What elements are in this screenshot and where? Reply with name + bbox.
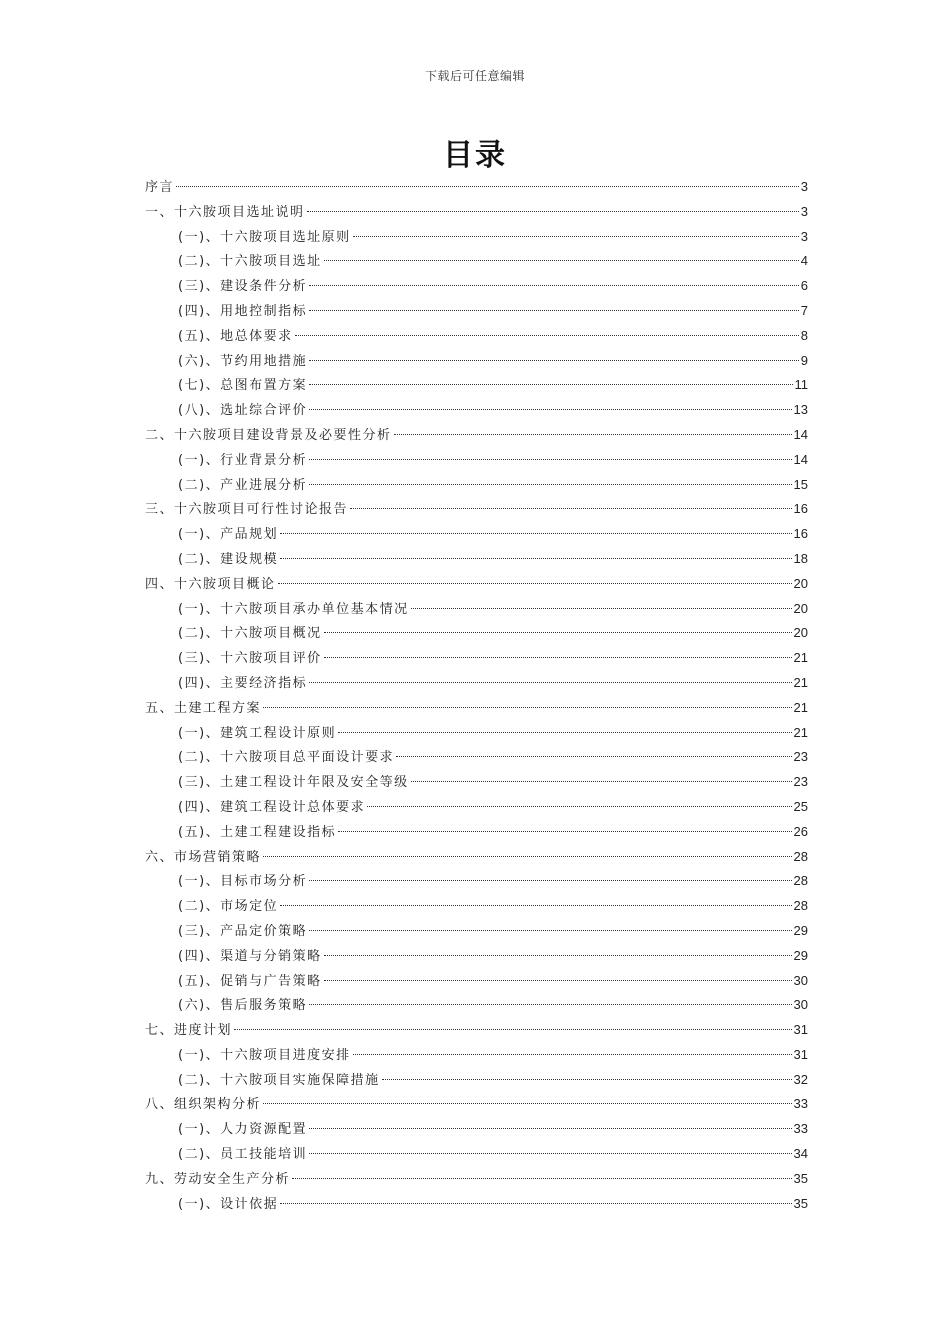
toc-entry-page-number: 21 [793, 699, 808, 715]
dot-leader [338, 731, 791, 733]
toc-entry-label: (二)、十六胺项目选址 [178, 254, 322, 270]
toc-entry-page-number: 21 [793, 650, 808, 666]
dot-leader [309, 1003, 791, 1005]
toc-entry-label: 四、十六胺项目概论 [145, 576, 276, 592]
toc-entry-page-number: 20 [793, 600, 808, 616]
table-of-contents [145, 175, 808, 1216]
toc-entry-label: (一)、十六胺项目承办单位基本情况 [178, 601, 409, 617]
dot-leader [263, 1102, 792, 1104]
dot-leader [309, 408, 791, 410]
toc-entry-page-number: 21 [793, 674, 808, 690]
toc-entry-page-number: 14 [793, 426, 808, 442]
toc-entry-page-number: 33 [793, 1096, 808, 1112]
toc-entry-label: (一)、十六胺项目选址原则 [178, 229, 351, 245]
toc-entry[interactable] [145, 448, 808, 473]
toc-entry-label: (四)、建筑工程设计总体要求 [178, 799, 366, 815]
toc-entry-page-number: 28 [793, 848, 808, 864]
dot-leader [324, 979, 792, 981]
dot-leader [176, 185, 799, 187]
toc-entry[interactable] [145, 299, 808, 324]
toc-entry-label: 六、市场营销策略 [145, 849, 262, 865]
dot-leader [324, 259, 799, 261]
toc-entry-page-number: 3 [800, 203, 808, 219]
dot-leader [324, 631, 792, 633]
toc-entry-label: (一)、十六胺项目进度安排 [178, 1047, 351, 1063]
toc-entry[interactable] [145, 522, 808, 547]
toc-entry-page-number: 15 [793, 476, 808, 492]
dot-leader [280, 557, 791, 559]
toc-entry-label: (二)、产业进展分析 [178, 477, 308, 493]
toc-entry[interactable] [145, 969, 808, 994]
toc-entry-label: (二)、员工技能培训 [178, 1147, 308, 1163]
dot-leader [338, 830, 791, 832]
toc-entry-page-number: 29 [793, 922, 808, 938]
toc-entry-label: (七)、总图布置方案 [178, 378, 308, 394]
toc-entry[interactable] [145, 249, 808, 274]
dot-leader [280, 904, 791, 906]
toc-entry-label: (一)、目标市场分析 [178, 874, 308, 890]
toc-entry-page-number: 30 [793, 972, 808, 988]
dot-leader [309, 359, 799, 361]
toc-entry-label: (一)、设计依据 [178, 1196, 279, 1212]
toc-entry-label: (二)、十六胺项目概况 [178, 626, 322, 642]
toc-entry-label: (一)、建筑工程设计原则 [178, 725, 337, 741]
dot-leader [309, 483, 791, 485]
toc-entry-label: (六)、节约用地措施 [178, 353, 308, 369]
toc-entry-page-number: 23 [793, 749, 808, 765]
toc-entry[interactable] [145, 770, 808, 795]
toc-entry[interactable] [145, 1092, 808, 1117]
toc-entry-label: (五)、土建工程建设指标 [178, 824, 337, 840]
toc-entry[interactable] [145, 1142, 808, 1167]
toc-entry-page-number: 14 [793, 451, 808, 467]
dot-leader [309, 383, 792, 385]
toc-entry-page-number: 8 [800, 327, 808, 343]
toc-entry-label: (一)、人力资源配置 [178, 1122, 308, 1138]
toc-entry-page-number: 21 [793, 724, 808, 740]
toc-entry[interactable] [145, 894, 808, 919]
toc-entry-page-number: 32 [793, 1071, 808, 1087]
toc-entry[interactable] [145, 200, 808, 225]
dot-leader [309, 284, 799, 286]
dot-leader [324, 656, 792, 658]
toc-entry-label: 一、十六胺项目选址说明 [145, 204, 305, 220]
toc-entry-label: 五、土建工程方案 [145, 700, 262, 716]
toc-entry-label: 八、组织架构分析 [145, 1097, 262, 1113]
toc-entry-page-number: 16 [793, 501, 808, 517]
dot-leader [309, 1127, 791, 1129]
toc-entry-page-number: 7 [800, 302, 808, 318]
toc-entry-label: (五)、地总体要求 [178, 328, 293, 344]
toc-entry-label: (八)、选址综合评价 [178, 403, 308, 419]
toc-entry-label: (一)、行业背景分析 [178, 452, 308, 468]
toc-entry-label: (一)、产品规划 [178, 527, 279, 543]
dot-leader [309, 879, 791, 881]
toc-entry[interactable] [145, 696, 808, 721]
toc-entry[interactable] [145, 745, 808, 770]
toc-entry-page-number: 34 [793, 1146, 808, 1162]
toc-entry[interactable] [145, 820, 808, 845]
toc-entry[interactable] [145, 473, 808, 498]
toc-entry[interactable] [145, 1043, 808, 1068]
toc-entry[interactable] [145, 845, 808, 870]
dot-leader [309, 929, 791, 931]
toc-entry[interactable] [145, 349, 808, 374]
toc-entry-page-number: 29 [793, 947, 808, 963]
toc-entry-page-number: 23 [793, 774, 808, 790]
toc-entry[interactable] [145, 497, 808, 522]
toc-entry[interactable] [145, 324, 808, 349]
toc-entry-label: 二、十六胺项目建设背景及必要性分析 [145, 427, 392, 443]
dot-leader [280, 1202, 791, 1204]
dot-leader [309, 458, 791, 460]
toc-entry[interactable] [145, 621, 808, 646]
toc-entry[interactable] [145, 398, 808, 423]
toc-entry-label: (三)、十六胺项目评价 [178, 651, 322, 667]
dot-leader [234, 1028, 792, 1030]
toc-entry-page-number: 35 [793, 1195, 808, 1211]
dot-leader [353, 235, 799, 237]
toc-entry-page-number: 3 [800, 228, 808, 244]
dot-leader [411, 780, 792, 782]
dot-leader [292, 1177, 792, 1179]
toc-entry-label: (二)、十六胺项目总平面设计要求 [178, 750, 395, 766]
toc-entry-page-number: 25 [793, 798, 808, 814]
toc-entry[interactable] [145, 919, 808, 944]
toc-entry-label: (三)、土建工程设计年限及安全等级 [178, 775, 409, 791]
dot-leader [309, 1152, 791, 1154]
toc-entry-label: (三)、产品定价策略 [178, 923, 308, 939]
page-title: 目录 [443, 138, 507, 173]
toc-entry[interactable] [145, 274, 808, 299]
toc-entry[interactable] [145, 1018, 808, 1043]
toc-entry-page-number: 28 [793, 873, 808, 889]
dot-leader [353, 1053, 792, 1055]
toc-entry-label: 序言 [145, 180, 175, 195]
toc-entry[interactable] [145, 993, 808, 1018]
toc-entry-page-number: 26 [793, 823, 808, 839]
toc-entry[interactable] [145, 1117, 808, 1142]
toc-entry-page-number: 20 [793, 625, 808, 641]
toc-entry[interactable] [145, 869, 808, 894]
toc-entry-page-number: 6 [800, 278, 808, 294]
toc-entry-label: 三、十六胺项目可行性讨论报告 [145, 502, 349, 518]
dot-leader [280, 532, 791, 534]
toc-entry-label: (三)、建设条件分析 [178, 279, 308, 295]
toc-entry-page-number: 13 [793, 402, 808, 418]
toc-entry[interactable] [145, 795, 808, 820]
dot-leader [367, 805, 791, 807]
toc-entry[interactable] [145, 721, 808, 746]
toc-entry[interactable] [145, 225, 808, 250]
toc-entry[interactable] [145, 671, 808, 696]
toc-entry[interactable] [145, 373, 808, 398]
toc-entry-page-number: 18 [793, 550, 808, 566]
toc-entry-page-number: 28 [793, 898, 808, 914]
toc-entry-page-number: 9 [800, 352, 808, 368]
toc-entry[interactable] [145, 572, 808, 597]
toc-entry[interactable] [145, 597, 808, 622]
toc-entry-page-number: 33 [793, 1121, 808, 1137]
toc-entry-page-number: 4 [800, 253, 808, 269]
toc-entry-page-number: 16 [793, 526, 808, 542]
dot-leader [307, 210, 799, 212]
toc-entry-label: 七、进度计划 [145, 1023, 233, 1039]
toc-entry-page-number: 30 [793, 997, 808, 1013]
toc-entry-page-number: 31 [793, 1046, 808, 1062]
toc-entry-label: (二)、市场定位 [178, 899, 279, 915]
dot-leader [295, 334, 799, 336]
toc-entry-page-number: 31 [793, 1022, 808, 1038]
toc-entry[interactable] [145, 175, 808, 200]
toc-entry-label: (四)、渠道与分销策略 [178, 948, 322, 964]
toc-entry-label: (六)、售后服务策略 [178, 998, 308, 1014]
toc-entry-page-number: 20 [793, 575, 808, 591]
dot-leader [396, 755, 791, 757]
dot-leader [324, 954, 792, 956]
toc-entry[interactable] [145, 1192, 808, 1217]
toc-entry-label: (二)、建设规模 [178, 551, 279, 567]
dot-leader [263, 706, 792, 708]
dot-leader [411, 607, 792, 609]
toc-entry[interactable] [145, 423, 808, 448]
dot-leader [382, 1078, 792, 1080]
dot-leader [263, 855, 792, 857]
toc-entry-label: (五)、促销与广告策略 [178, 973, 322, 989]
toc-entry-page-number: 3 [800, 179, 808, 194]
toc-entry-label: (四)、主要经济指标 [178, 675, 308, 691]
toc-entry[interactable] [145, 547, 808, 572]
toc-entry-label: 九、劳动安全生产分析 [145, 1171, 291, 1187]
toc-entry[interactable] [145, 646, 808, 671]
toc-entry-page-number: 35 [793, 1170, 808, 1186]
header-note: 下载后可任意编辑 [424, 69, 525, 83]
dot-leader [309, 309, 799, 311]
dot-leader [309, 681, 791, 683]
toc-entry[interactable] [145, 1167, 808, 1192]
toc-entry-label: (四)、用地控制指标 [178, 303, 308, 319]
dot-leader [394, 433, 792, 435]
toc-entry-label: (二)、十六胺项目实施保障措施 [178, 1072, 380, 1088]
toc-entry[interactable] [145, 1068, 808, 1093]
dot-leader [350, 507, 792, 509]
toc-entry[interactable] [145, 944, 808, 969]
toc-entry-page-number: 11 [794, 377, 808, 393]
dot-leader [278, 582, 792, 584]
